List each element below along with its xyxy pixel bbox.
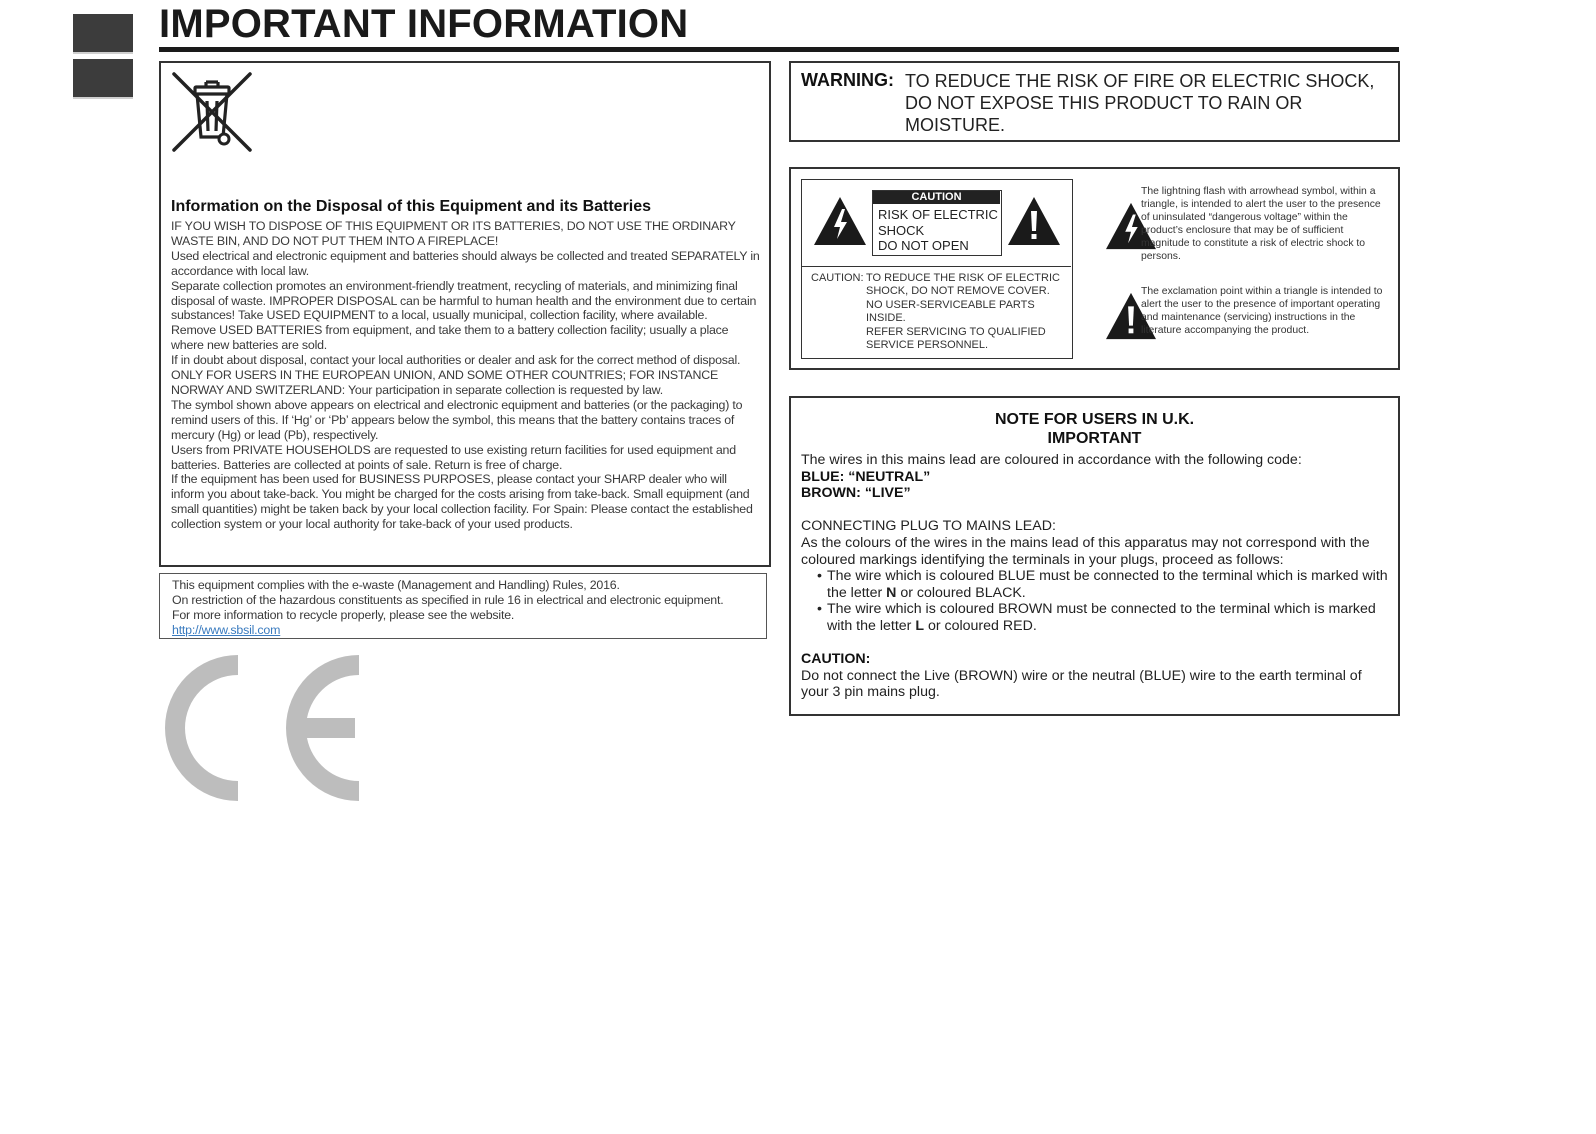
ewaste-line: This equipment complies with the e-waste (Management and Handling) Rules, 2016. [172, 578, 620, 592]
letter-n: N [886, 584, 897, 601]
uk-intro: The wires in this mains lead are coloured in accordance with the following code: [801, 452, 1302, 468]
uk-bullet-item: • The wire which is coloured BROWN must be connected to the terminal which is marked with the letter L or coloured RED. [817, 601, 1376, 634]
chapter-tab-2[interactable] [73, 59, 133, 99]
caution-bottom-label: CAUTION: [811, 272, 864, 284]
exclamation-symbol-description: The exclamation point within a triangle is intended to alert the user to the presence of important operating and maintenance (servicing) instructions in the literature accompanying the product. [1141, 286, 1383, 336]
uk-bullet-item: • The wire which is coloured BLUE must be connected to the terminal which is marked with the letter N or coloured BLACK. [817, 568, 1388, 601]
caution-bottom-line: TO REDUCE THE RISK OF ELECTRIC [866, 272, 1060, 284]
bullet-dot: • [817, 601, 822, 618]
caution-label-box [872, 190, 1002, 256]
lightning-symbol-description: The lightning flash with arrowhead symbol, within a triangle, is intended to alert the user to the presence of uninsulated “dangerous voltage” within the product’s enclosure that may be of sufficient magnitude to constitute a risk of electric shock to persons. [1141, 186, 1381, 262]
recycle-website-link[interactable]: http://www.sbsil.com [172, 622, 281, 637]
uk-note-box [789, 396, 1400, 716]
exclamation-triangle-icon [1006, 195, 1062, 247]
uk-connecting-text: As the colours of the wires in the mains lead of this apparatus may not correspond with the coloured markings identifying the terminals in your plugs, proceed as follows: [801, 534, 1370, 568]
disposal-paragraph: Users from PRIVATE HOUSEHOLDS are requested to use existing return facilities for used equipment and batteries. Batteries are collected at points of sale. Return is free of charge. [171, 442, 736, 472]
disposal-paragraph: ONLY FOR USERS IN THE EUROPEAN UNION, AND SOME OTHER COUNTRIES; FOR INSTANCE NORWAY AND SWITZERLAND: Your participation in separate collection is requested by law. [171, 368, 719, 397]
uk-note-body [801, 452, 1391, 701]
disposal-info-box [159, 61, 771, 567]
caution-top [802, 180, 1071, 267]
caution-label-line: RISK OF ELECTRIC [878, 207, 998, 222]
disposal-paragraph: Remove USED BATTERIES from equipment, and take them to a battery collection facility; usually a place where new batteries are sold. [171, 323, 729, 353]
caution-panel [801, 179, 1073, 359]
uk-caution-text: Do not connect the Live (BROWN) wire or the neutral (BLUE) wire to the earth terminal of your 3 pin mains plug. [801, 667, 1362, 701]
caution-bottom-line: REFER SERVICING TO QUALIFIED [866, 325, 1046, 338]
bullet-dot: • [817, 568, 822, 585]
uk-blue-code: BLUE: “NEUTRAL” [801, 468, 931, 485]
uk-note-title [791, 410, 1398, 448]
title-rule [159, 47, 1399, 52]
letter-l: L [915, 617, 924, 634]
disposal-paragraph: IF YOU WISH TO DISPOSE OF THIS EQUIPMENT OR ITS BATTERIES, DO NOT USE THE ORDINARY WASTE BIN, AND DO NOT PUT THEM INTO A FIREPLACE! [171, 219, 736, 248]
ewaste-body [172, 578, 762, 638]
caution-bottom-line: SERVICE PERSONNEL. [866, 339, 989, 352]
uk-note-title-line: NOTE FOR USERS IN U.K. [994, 411, 1195, 428]
caution-bottom-line: SHOCK, DO NOT REMOVE COVER. [866, 285, 1050, 298]
warning-box [789, 61, 1400, 142]
ewaste-line: On restriction of the hazardous constituents as specified in rule 16 in electrical and electronic equipment. [172, 592, 724, 607]
disposal-paragraph: The symbol shown above appears on electrical and electronic equipment and batteries (or the packaging) to remind users of this. If ‘Hg’ or ‘Pb’ appears below the symbol, this means that the battery contains traces of mercury (Hg) or lead (Pb), respectively. [171, 397, 743, 442]
uk-note-title-line: IMPORTANT [1047, 430, 1142, 447]
lightning-triangle-icon [812, 195, 868, 247]
caution-label-line: DO NOT OPEN [878, 238, 969, 253]
disposal-paragraph: If in doubt about disposal, contact your local authorities or dealer and ask for the correct method of disposal. [171, 353, 741, 368]
disposal-paragraph: If the equipment has been used for BUSINESS PURPOSES, please contact your SHARP dealer who will inform you about take-back. You might be charged for the costs arising from take-back. Small equipment (and small quantities) might be taken back by your local collection facility. For Spain: Please contact the established collection system or your local authority for take-back of your used products. [171, 472, 753, 532]
caution-label-line: SHOCK [878, 222, 925, 238]
disposal-paragraph: Used electrical and electronic equipment and batteries should always be collected and treated SEPARATELY in accordance with local law. [171, 248, 760, 278]
ce-mark-icon [158, 655, 360, 801]
caution-bottom-line: NO USER-SERVICEABLE PARTS [866, 298, 1035, 311]
crossed-out-bin-icon [171, 71, 253, 153]
uk-caution-heading: CAUTION: [801, 651, 871, 668]
uk-connecting-heading: CONNECTING PLUG TO MAINS LEAD: [801, 518, 1056, 535]
ewaste-info-box [159, 573, 767, 639]
disposal-heading: Information on the Disposal of this Equipment and its Batteries [171, 198, 652, 215]
warning-text: TO REDUCE THE RISK OF FIRE OR ELECTRIC SHOCK, DO NOT EXPOSE THIS PRODUCT TO RAIN OR MOISTURE. [905, 71, 1375, 135]
caution-label-text [878, 207, 998, 254]
disposal-paragraph: Separate collection promotes an environment-friendly treatment, recycling of materials, and minimizing final disposal of waste. IMPROPER DISPOSAL can be harmful to human health and the environment due to certain substances! Take USED EQUIPMENT to a local, usually municipal, collection facility, where available. [171, 278, 757, 323]
ewaste-line: For more information to recycle properly, please see the website. [172, 607, 515, 622]
uk-brown-code: BROWN: “LIVE” [801, 485, 911, 502]
chapter-tab-1[interactable] [73, 14, 133, 54]
safety-symbols-box [789, 167, 1400, 370]
page-title: IMPORTANT INFORMATION [159, 2, 689, 46]
disposal-body [171, 219, 761, 532]
warning-label: WARNING: [801, 70, 894, 90]
caution-bottom-line: INSIDE. [866, 312, 906, 325]
caution-header: CAUTION [873, 191, 1000, 204]
